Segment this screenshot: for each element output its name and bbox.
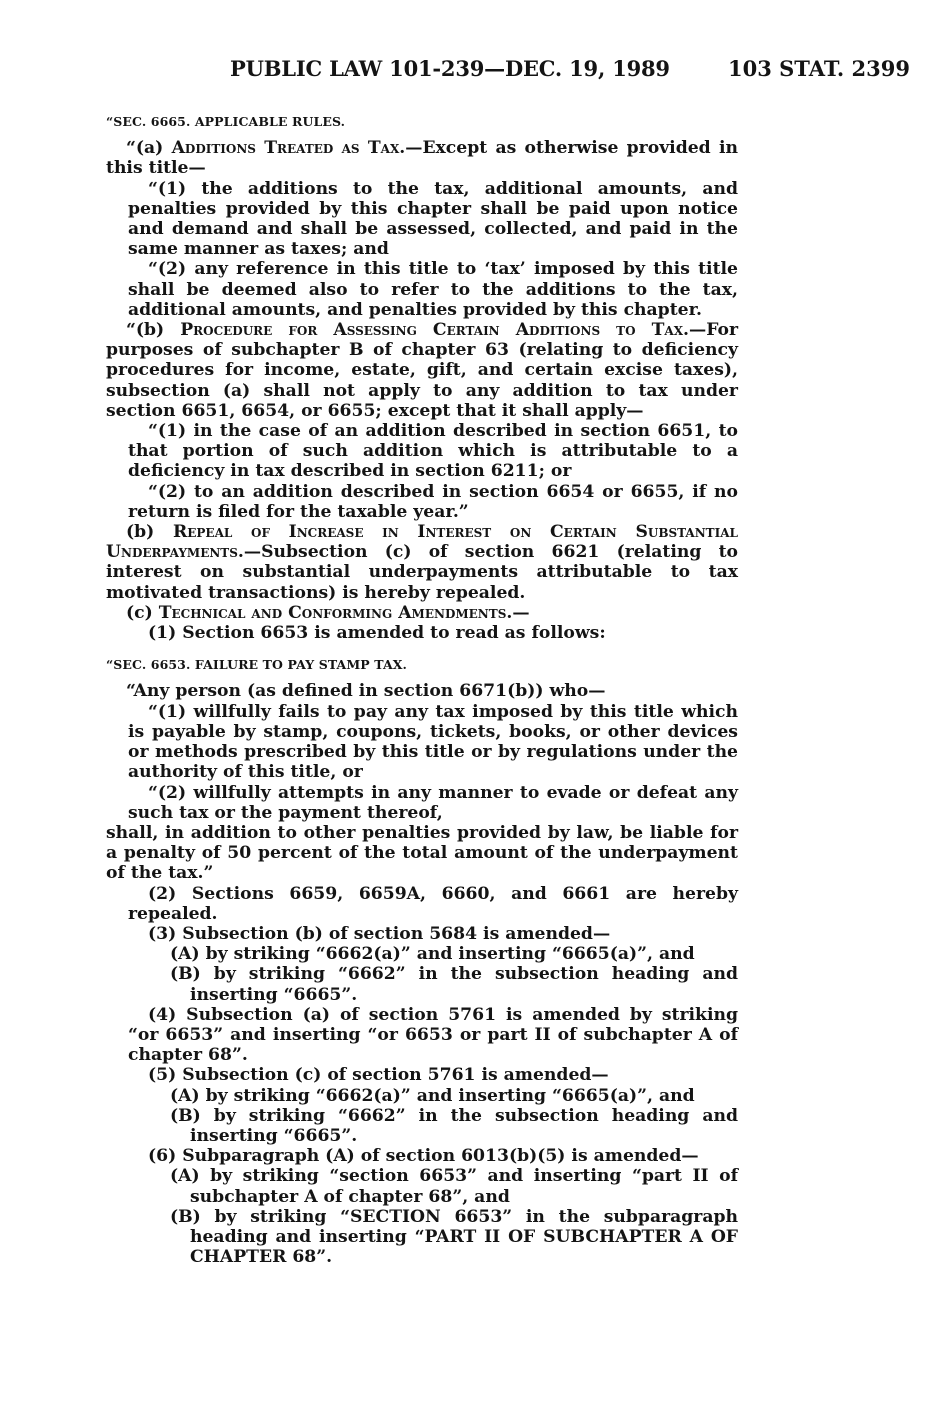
amendment-3: (3) Subsection (b) of section 5684 is amended— (148, 923, 611, 944)
repeal-subsection: (b) Repeal of Increase in Interest on Certain Substantial Underpayments.—Subsection (c) of section 6621 (relating to interest on substantial underpayments attributable to tax motivated transactions) is hereby repealed. (106, 522, 738, 603)
law-citation: PUBLIC LAW 101-239—DEC. 19, 1989 (230, 56, 670, 81)
section-6653-heading: “SEC. 6653. FAILURE TO PAY STAMP TAX. (106, 657, 408, 673)
paragraph-a2: “(2) any reference in this title to ‘tax’ imposed by this title shall be deemed also to refer to the additions to the tax, additional amounts, and penalties provided by this chapter. (128, 259, 738, 320)
amendment-2: (2) Sections 6659, 6659A, 6660, and 6661 are hereby repealed. (128, 883, 738, 924)
document-page (106, 0, 910, 1419)
section-6653-closing: shall, in addition to other penalties provided by law, be liable for a penalty of 50 percent of the total amount of the underpayment of the tax.” (106, 822, 738, 884)
amendment-1: (1) Section 6653 is amended to read as follows: (148, 623, 606, 644)
technical-subsection: (c) Technical and Conforming Amendments.— (126, 602, 530, 623)
document-body (106, 112, 738, 1267)
subsection-b: “(b) Procedure for Assessing Certain Additions to Tax.—For purposes of subchapter B of chapter 63 (relating to deficiency procedures for income, estate, gift, and certain excise taxes), subsection (a) shall not apply to any addition to tax under section 6651, 6654, or 6655; except that it shall apply— (106, 320, 738, 421)
technical-caption: Technical and Conforming Amendments (158, 602, 507, 623)
repeal-caption: Repeal of Increase in Interest on Certain Substantial Underpayments (106, 522, 738, 563)
amendment-3b: (B) by striking “6662” in the subsection heading and inserting “6665”. (170, 964, 738, 1005)
paragraph-b1: “(1) in the case of an addition described in section 6651, to that portion of such addition which is attributable to a deficiency in tax described in section 6211; or (128, 421, 738, 482)
stat-citation: 103 STAT. 2399 (728, 56, 910, 81)
subsection-a-caption: Additions Treated as Tax (171, 138, 400, 159)
paragraph-b2: “(2) to an addition described in section 6654 or 6655, if no return is filed for the taxable year.” (128, 481, 738, 522)
amendment-5: (5) Subsection (c) of section 5761 is amended— (148, 1065, 609, 1086)
amendment-3a: (A) by striking “6662(a)” and inserting “6665(a)”, and (170, 944, 695, 965)
subsection-a: “(a) Additions Treated as Tax.—Except as otherwise provided in this title— (106, 138, 738, 179)
section-6653-paragraph-1: “(1) willfully fails to pay any tax imposed by this title which is payable by stamp, coupons, tickets, books, or other devices or methods prescribed by this title or by regulations under the authority of this title, or (128, 701, 738, 783)
section-6653-intro: “Any person (as defined in section 6671(b)) who— (126, 681, 606, 702)
page-header (106, 0, 910, 81)
paragraph-a1: “(1) the additions to the tax, additional amounts, and penalties provided by this chapter shall be paid upon notice and demand and shall be assessed, collected, and paid in the same manner as taxes; and (128, 178, 738, 260)
subsection-b-caption: Procedure for Assessing Certain Additions to Tax (180, 320, 684, 341)
section-6653-paragraph-2: “(2) willfully attempts in any manner to evade or defeat any such tax or the payment thereof, (128, 782, 738, 823)
section-6665-heading: “SEC. 6665. APPLICABLE RULES. (106, 114, 346, 129)
amendment-4: (4) Subsection (a) of section 5761 is amended by striking “or 6653” and inserting “or 6653 or part II of subchapter A of chapter 68”. (128, 1004, 738, 1066)
amendment-6: (6) Subparagraph (A) of section 6013(b)(5) is amended— (148, 1146, 699, 1167)
amendment-6b: (B) by striking “SECTION 6653” in the subparagraph heading and inserting “PART II OF SUBCHAPTER A OF CHAPTER 68”. (170, 1206, 738, 1268)
amendment-5a: (A) by striking “6662(a)” and inserting “6665(a)”, and (170, 1085, 695, 1106)
amendment-5b: (B) by striking “6662” in the subsection heading and inserting “6665”. (170, 1105, 738, 1146)
amendment-6a: (A) by striking “section 6653” and inserting “part II of subchapter A of chapter 68”, and (170, 1166, 738, 1207)
